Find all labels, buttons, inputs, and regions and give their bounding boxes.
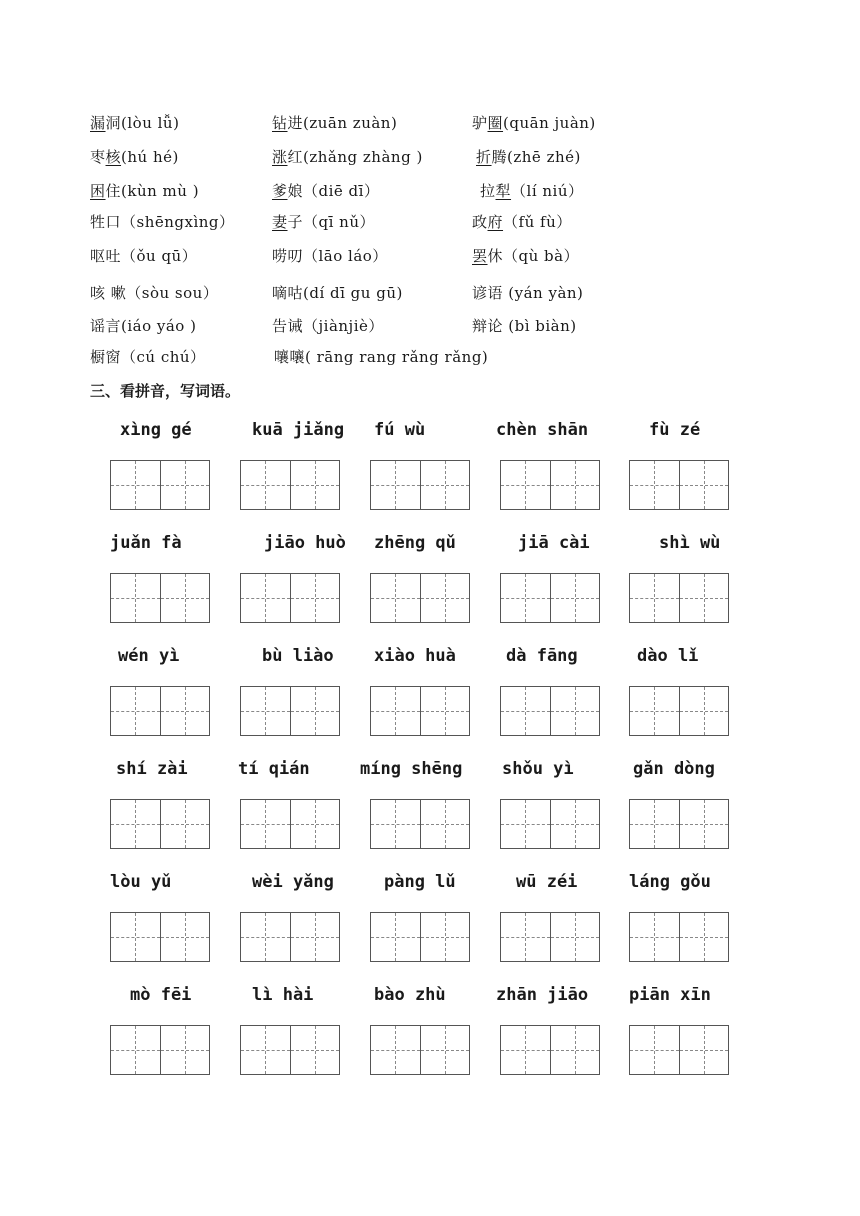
vocab-item: 罢休（qù bà） xyxy=(472,247,580,265)
writing-cell[interactable] xyxy=(680,574,729,622)
writing-box[interactable] xyxy=(370,912,470,962)
writing-cell[interactable] xyxy=(501,800,551,848)
writing-box[interactable] xyxy=(500,573,600,623)
writing-cell[interactable] xyxy=(501,574,551,622)
writing-cell[interactable] xyxy=(630,687,680,735)
writing-cell[interactable] xyxy=(680,913,729,961)
vocab-item: 困住(kùn mù ) xyxy=(90,182,200,200)
vocab-item: 谣言(iáo yáo ) xyxy=(90,317,197,335)
writing-box[interactable] xyxy=(500,460,600,510)
pinyin-label: kuā jiǎng xyxy=(252,420,345,440)
pinyin-label: shí zài xyxy=(116,759,188,779)
pinyin-label: zhēng qǔ xyxy=(374,533,456,553)
writing-cell[interactable] xyxy=(630,800,680,848)
pinyin-label: pàng lǔ xyxy=(384,872,456,892)
writing-cell[interactable] xyxy=(161,800,210,848)
writing-cell[interactable] xyxy=(421,913,470,961)
vocab-item: 枣核(hú hé) xyxy=(90,148,179,166)
writing-box[interactable] xyxy=(500,686,600,736)
writing-box[interactable] xyxy=(629,1025,729,1075)
writing-box[interactable] xyxy=(629,573,729,623)
writing-cell[interactable] xyxy=(161,687,210,735)
writing-cell[interactable] xyxy=(551,1026,600,1074)
writing-cell[interactable] xyxy=(161,574,210,622)
writing-cell[interactable] xyxy=(551,913,600,961)
writing-cell[interactable] xyxy=(501,913,551,961)
vocab-item: 谚语 (yán yàn) xyxy=(472,284,584,302)
pinyin-label: shì wù xyxy=(659,533,721,553)
writing-cell[interactable] xyxy=(421,574,470,622)
writing-cell[interactable] xyxy=(161,1026,210,1074)
writing-cell[interactable] xyxy=(551,800,600,848)
writing-cell[interactable] xyxy=(630,461,680,509)
writing-cell[interactable] xyxy=(501,1026,551,1074)
writing-box[interactable] xyxy=(110,573,210,623)
writing-box[interactable] xyxy=(629,686,729,736)
writing-cell[interactable] xyxy=(291,1026,340,1074)
writing-box[interactable] xyxy=(110,912,210,962)
writing-box[interactable] xyxy=(240,686,340,736)
vocab-item: 拉犁（lí niú） xyxy=(480,182,584,200)
pinyin-label: dào lǐ xyxy=(637,646,699,666)
vocab-item: 钻进(zuān zuàn) xyxy=(272,114,398,132)
writing-box[interactable] xyxy=(240,1025,340,1075)
writing-cell[interactable] xyxy=(291,574,340,622)
pinyin-label: fú wù xyxy=(374,420,426,440)
writing-cell[interactable] xyxy=(421,800,470,848)
writing-box[interactable] xyxy=(370,460,470,510)
pinyin-label: bào zhù xyxy=(374,985,446,1005)
pinyin-label: míng shēng xyxy=(360,759,463,779)
pinyin-label: xìng gé xyxy=(120,420,192,440)
writing-box[interactable] xyxy=(110,686,210,736)
writing-box[interactable] xyxy=(110,1025,210,1075)
writing-cell[interactable] xyxy=(421,1026,470,1074)
pinyin-label: fù zé xyxy=(649,420,701,440)
writing-cell[interactable] xyxy=(680,461,729,509)
pinyin-label: wén yì xyxy=(118,646,180,666)
writing-cell[interactable] xyxy=(161,461,210,509)
vocab-item: 涨红(zhǎng zhàng ) xyxy=(272,148,423,166)
pinyin-label: wèi yǎng xyxy=(252,872,334,892)
pinyin-label: juǎn fà xyxy=(110,533,182,553)
writing-cell[interactable] xyxy=(111,1026,161,1074)
vocab-item: 橱窗（cú chú） xyxy=(90,348,206,366)
writing-cell[interactable] xyxy=(241,461,291,509)
writing-cell[interactable] xyxy=(680,800,729,848)
writing-cell[interactable] xyxy=(241,913,291,961)
writing-cell[interactable] xyxy=(111,461,161,509)
pinyin-label: bù liào xyxy=(262,646,334,666)
writing-cell[interactable] xyxy=(551,574,600,622)
writing-cell[interactable] xyxy=(630,913,680,961)
pinyin-label: gǎn dòng xyxy=(633,759,715,779)
pinyin-label: mò fēi xyxy=(130,985,192,1005)
pinyin-label: piān xīn xyxy=(629,985,711,1005)
writing-cell[interactable] xyxy=(680,687,729,735)
vocab-item: 妻子（qī nǔ） xyxy=(272,213,376,231)
vocab-item: 漏洞(lòu lǚ) xyxy=(90,114,180,132)
writing-cell[interactable] xyxy=(111,687,161,735)
writing-cell[interactable] xyxy=(241,574,291,622)
writing-box[interactable] xyxy=(370,573,470,623)
writing-cell[interactable] xyxy=(551,687,600,735)
pinyin-label: shǒu yì xyxy=(502,759,574,779)
vocab-item: 爹娘（diē dī） xyxy=(272,182,380,200)
writing-box[interactable] xyxy=(629,460,729,510)
writing-cell[interactable] xyxy=(241,687,291,735)
pinyin-label: zhān jiāo xyxy=(496,985,589,1005)
pinyin-label: wū zéi xyxy=(516,872,578,892)
writing-box[interactable] xyxy=(370,1025,470,1075)
writing-cell[interactable] xyxy=(680,1026,729,1074)
pinyin-label: láng gǒu xyxy=(629,872,711,892)
vocab-item: 政府（fǔ fù） xyxy=(472,213,572,231)
vocab-item: 咳 嗽（sòu sou） xyxy=(90,284,219,302)
vocab-item: 嘀咕(dí dī gu gū) xyxy=(272,284,403,302)
writing-box[interactable] xyxy=(240,573,340,623)
writing-cell[interactable] xyxy=(421,687,470,735)
writing-cell[interactable] xyxy=(371,913,421,961)
pinyin-label: lòu yǔ xyxy=(110,872,172,892)
writing-cell[interactable] xyxy=(371,574,421,622)
writing-cell[interactable] xyxy=(630,1026,680,1074)
writing-cell[interactable] xyxy=(501,687,551,735)
writing-cell[interactable] xyxy=(111,574,161,622)
vocab-item: 辩论 (bì biàn) xyxy=(472,317,577,335)
vocab-item: 驴圈(quān juàn) xyxy=(472,114,596,132)
writing-cell[interactable] xyxy=(421,461,470,509)
writing-cell[interactable] xyxy=(501,461,551,509)
pinyin-label: xiào huà xyxy=(374,646,456,666)
writing-cell[interactable] xyxy=(371,1026,421,1074)
writing-cell[interactable] xyxy=(551,461,600,509)
pinyin-label: tí qián xyxy=(238,759,310,779)
writing-box[interactable] xyxy=(240,912,340,962)
writing-box[interactable] xyxy=(110,799,210,849)
writing-box[interactable] xyxy=(240,460,340,510)
pinyin-label: jiāo huò xyxy=(264,533,346,553)
writing-cell[interactable] xyxy=(630,574,680,622)
writing-cell[interactable] xyxy=(371,687,421,735)
writing-cell[interactable] xyxy=(371,461,421,509)
writing-box[interactable] xyxy=(370,799,470,849)
writing-cell[interactable] xyxy=(291,461,340,509)
writing-box[interactable] xyxy=(240,799,340,849)
writing-box[interactable] xyxy=(500,1025,600,1075)
vocab-item: 牲口（shēngxìng） xyxy=(90,213,235,231)
pinyin-label: chèn shān xyxy=(496,420,589,440)
writing-box[interactable] xyxy=(629,912,729,962)
pinyin-label: lì hài xyxy=(252,985,314,1005)
pinyin-label: jiā cài xyxy=(518,533,590,553)
writing-cell[interactable] xyxy=(291,800,340,848)
writing-box[interactable] xyxy=(370,686,470,736)
writing-box[interactable] xyxy=(629,799,729,849)
writing-cell[interactable] xyxy=(291,913,340,961)
writing-cell[interactable] xyxy=(291,687,340,735)
writing-box[interactable] xyxy=(500,912,600,962)
writing-box[interactable] xyxy=(500,799,600,849)
section-title: 三、看拼音，写词语。 xyxy=(90,382,241,400)
vocab-item: 呕吐（ǒu qū） xyxy=(90,247,198,265)
vocab-item: 唠叨（lāo láo） xyxy=(272,247,388,265)
writing-cell[interactable] xyxy=(111,913,161,961)
writing-cell[interactable] xyxy=(111,800,161,848)
writing-cell[interactable] xyxy=(241,1026,291,1074)
writing-cell[interactable] xyxy=(371,800,421,848)
pinyin-label: dà fāng xyxy=(506,646,578,666)
writing-cell[interactable] xyxy=(241,800,291,848)
writing-cell[interactable] xyxy=(161,913,210,961)
writing-box[interactable] xyxy=(110,460,210,510)
vocab-item: 告诫（jiànjiè） xyxy=(272,317,384,335)
vocab-item: 折腾(zhē zhé) xyxy=(476,148,581,166)
vocab-item: 嚷嚷( rāng rang rǎng rǎng) xyxy=(274,348,489,366)
